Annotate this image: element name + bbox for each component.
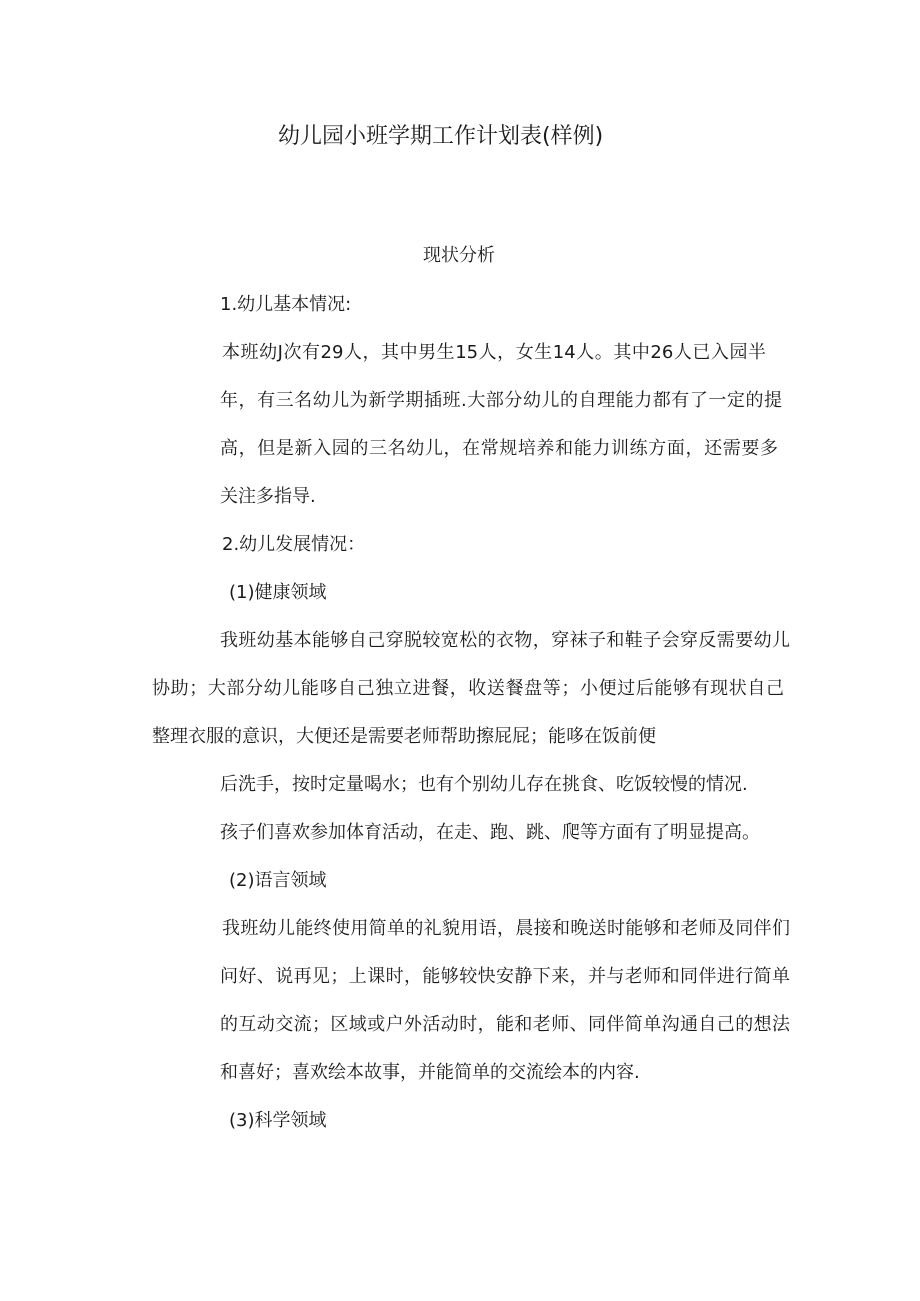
paragraph-line: 问好、说再见；上课时，能够较快安静下来，并与老师和同伴进行简单 — [220, 966, 790, 987]
subheading-science: (3)科学领域 — [229, 1110, 327, 1131]
section-heading: 现状分析 — [423, 245, 495, 266]
paragraph-line: 和喜好；喜欢绘本故事，并能简单的交流绘本的内容. — [220, 1062, 640, 1083]
subheading-language: (2)语言领域 — [229, 870, 327, 891]
paragraph-line: 高，但是新入园的三名幼儿，在常规培养和能力训练方面，还需要多 — [220, 438, 778, 459]
paragraph-line: 孩子们喜欢参加体育活动，在走、跑、跳、爬等方面有了明显提高。 — [220, 822, 760, 843]
paragraph-line: 的互动交流；区域或户外活动时，能和老师、同伴简单沟通自己的想法 — [220, 1014, 790, 1035]
subheading-basic-info: 1.幼儿基本情况: — [220, 294, 352, 315]
document-title: 幼儿园小班学期工作计划表(样例) — [278, 124, 604, 149]
paragraph-line: 后洗手，按时定量喝水；也有个别幼儿存在挑食、吃饭较慢的情况. — [220, 774, 748, 795]
paragraph-line: 我班幼儿能终使用简单的礼貌用语，晨接和晚送时能够和老师及同伴们 — [222, 918, 790, 939]
subheading-health: (1)健康领域 — [229, 582, 327, 603]
paragraph-line: 本班幼J次有29人，其中男生15人，女生14人。其中26人已入园半 — [222, 342, 766, 363]
subheading-development: 2.幼儿发展情况： — [222, 534, 366, 555]
paragraph-line: 我班幼基本能够自己穿脱较宽松的衣物，穿袜子和鞋子会穿反需要幼儿 — [220, 630, 790, 651]
paragraph-line: 协助；大部分幼儿能哆自己独立进餐，收送餐盘等；小便过后能够有现状自己 — [152, 678, 784, 699]
paragraph-line: 整理衣服的意识，大便还是需要老师帮助擦屁屁；能哆在饭前便 — [152, 726, 656, 747]
paragraph-line: 年，有三名幼儿为新学期插班.大部分幼儿的自理能力都有了一定的提 — [220, 390, 782, 411]
paragraph-line: 关注多指导. — [220, 486, 316, 507]
